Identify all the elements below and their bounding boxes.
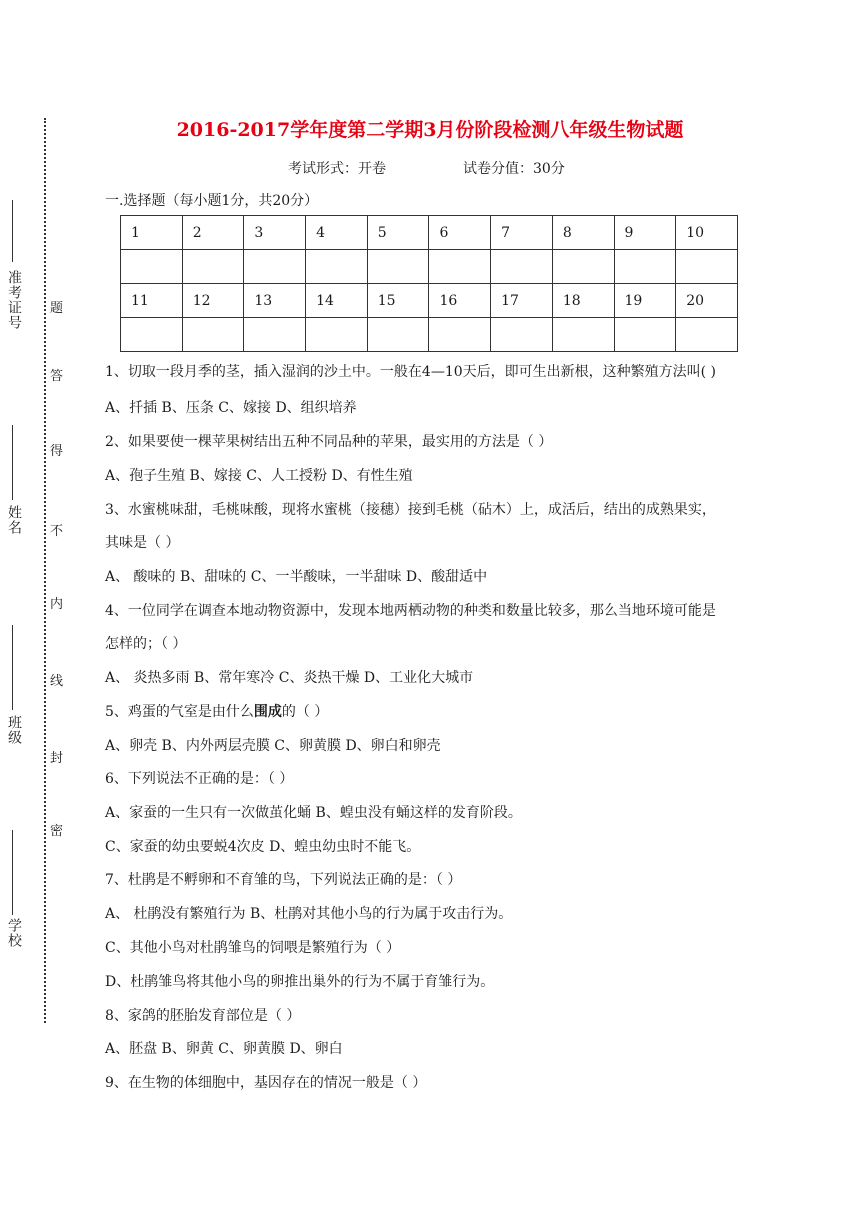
question-number-cell: 7	[491, 216, 553, 250]
question-5-emphasis: 围成	[253, 704, 282, 720]
class-label: 班级	[6, 715, 22, 745]
answer-cell[interactable]	[306, 250, 368, 284]
answer-cell[interactable]	[491, 250, 553, 284]
question-number-cell: 9	[614, 216, 676, 250]
answer-cell[interactable]	[429, 318, 491, 352]
question-number-cell: 11	[121, 284, 183, 318]
question-number-cell: 4	[306, 216, 368, 250]
question-7: 7、杜鹃是不孵卵和不育雏的鸟，下列说法正确的是：（ ）	[105, 872, 462, 888]
seal-char: 线	[50, 674, 64, 689]
school-label: 学校	[6, 918, 22, 948]
school-fill-line	[12, 830, 13, 915]
seal-char: 答	[50, 369, 64, 384]
question-7-options-ab: A、 杜鹃没有繁殖行为 B、杜鹃对其他小鸟的行为属于攻击行为。	[105, 906, 513, 922]
question-3-options: A、 酸味的 B、甜味的 C、一半酸味，一半甜味 D、酸甜适中	[105, 569, 488, 585]
name-fill-line	[12, 425, 13, 500]
section-title: 一.选择题（每小题1分，共20分）	[105, 193, 319, 209]
question-2: 2、如果要使一棵苹果树结出五种不同品种的苹果，最实用的方法是（ ）	[105, 434, 553, 450]
question-number-cell: 12	[182, 284, 244, 318]
question-8-options: A、胚盘 B、卵黄 C、卵黄膜 D、卵白	[105, 1041, 343, 1057]
answer-cell[interactable]	[429, 250, 491, 284]
table-row	[121, 318, 738, 352]
exam-id-fill-line	[12, 200, 13, 262]
question-3-continued: 其味是（ ）	[105, 535, 180, 551]
question-6-options-ab: A、家蚕的一生只有一次做茧化蛹 B、蝗虫没有蛹这样的发育阶段。	[105, 805, 522, 821]
answer-cell[interactable]	[306, 318, 368, 352]
seal-char: 题	[50, 301, 64, 316]
question-4: 4、一位同学在调查本地动物资源中，发现本地两栖动物的种类和数量比较多，那么当地环境可能是	[105, 603, 716, 619]
answer-cell[interactable]	[182, 250, 244, 284]
question-number-cell: 8	[552, 216, 614, 250]
exam-title: 2016-2017学年度第二学期3月份阶段检测八年级生物试题	[176, 119, 684, 141]
question-number-cell: 5	[367, 216, 429, 250]
question-number-cell: 2	[182, 216, 244, 250]
answer-cell[interactable]	[552, 250, 614, 284]
question-number-cell: 16	[429, 284, 491, 318]
question-number-cell: 3	[244, 216, 306, 250]
question-9: 9、在生物的体细胞中，基因存在的情况一般是（ ）	[105, 1075, 427, 1091]
answer-cell[interactable]	[121, 250, 183, 284]
question-number-cell: 15	[367, 284, 429, 318]
table-row	[121, 250, 738, 284]
seal-dotted-line	[44, 118, 46, 1023]
class-fill-line	[12, 625, 13, 710]
question-5-text-end: 的（ ）	[281, 704, 329, 720]
question-5-text: 5、鸡蛋的气室是由什么	[105, 704, 254, 720]
answer-cell[interactable]	[552, 318, 614, 352]
question-3: 3、水蜜桃味甜，毛桃味酸，现将水蜜桃（接穗）接到毛桃（砧木）上，成活后，结出的成熟果实，	[105, 502, 716, 518]
table-row	[121, 216, 738, 250]
question-4-continued: 怎样的；（ ）	[105, 636, 187, 652]
question-2-options: A、孢子生殖 B、嫁接 C、人工授粉 D、有性生殖	[105, 468, 413, 484]
question-number-cell: 1	[121, 216, 183, 250]
exam-id-label: 准考证号	[6, 270, 22, 330]
question-number-cell: 20	[676, 284, 738, 318]
question-number-cell: 6	[429, 216, 491, 250]
seal-char: 密	[50, 824, 64, 839]
answer-cell[interactable]	[244, 318, 306, 352]
question-1-options: A、扦插 B、压条 C、嫁接 D、组织培养	[105, 400, 357, 416]
question-number-cell: 17	[491, 284, 553, 318]
full-score: 试卷分值：30分	[463, 161, 565, 177]
answer-cell[interactable]	[121, 318, 183, 352]
answer-cell[interactable]	[491, 318, 553, 352]
question-number-cell: 14	[306, 284, 368, 318]
question-6: 6、下列说法不正确的是：（ ）	[105, 771, 294, 787]
question-6-options-cd: C、家蚕的幼虫要蜕4次皮 D、蝗虫幼虫时不能飞。	[105, 839, 421, 855]
question-5	[105, 701, 328, 721]
name-label: 姓名	[6, 505, 22, 535]
answer-cell[interactable]	[676, 250, 738, 284]
question-7-option-c: C、其他小鸟对杜鹃雏鸟的饲喂是繁殖行为（ ）	[105, 940, 401, 956]
question-number-cell: 18	[552, 284, 614, 318]
question-7-option-d: D、杜鹃雏鸟将其他小鸟的卵推出巢外的行为不属于育雏行为。	[105, 974, 495, 990]
answer-cell[interactable]	[367, 250, 429, 284]
answer-table	[120, 215, 738, 352]
question-number-cell: 13	[244, 284, 306, 318]
seal-char: 内	[50, 597, 64, 612]
answer-cell[interactable]	[244, 250, 306, 284]
exam-form: 考试形式：开卷	[288, 161, 386, 177]
question-4-options: A、 炎热多雨 B、常年寒冷 C、炎热干燥 D、工业化大城市	[105, 670, 474, 686]
binding-margin	[0, 0, 70, 1216]
table-row	[121, 284, 738, 318]
answer-cell[interactable]	[676, 318, 738, 352]
question-5-options: A、卵壳 B、内外两层壳膜 C、卵黄膜 D、卵白和卵壳	[105, 738, 441, 754]
answer-cell[interactable]	[182, 318, 244, 352]
seal-char: 得	[50, 444, 64, 459]
seal-char: 封	[50, 751, 64, 766]
answer-cell[interactable]	[614, 250, 676, 284]
answer-cell[interactable]	[614, 318, 676, 352]
question-number-cell: 19	[614, 284, 676, 318]
question-number-cell: 10	[676, 216, 738, 250]
answer-cell[interactable]	[367, 318, 429, 352]
seal-char: 不	[50, 524, 64, 539]
question-8: 8、家鸽的胚胎发育部位是（ ）	[105, 1008, 301, 1024]
question-1: 1、切取一段月季的茎，插入湿润的沙土中。一般在4—10天后，即可生出新根，这种繁殖方法叫( )	[105, 364, 717, 380]
